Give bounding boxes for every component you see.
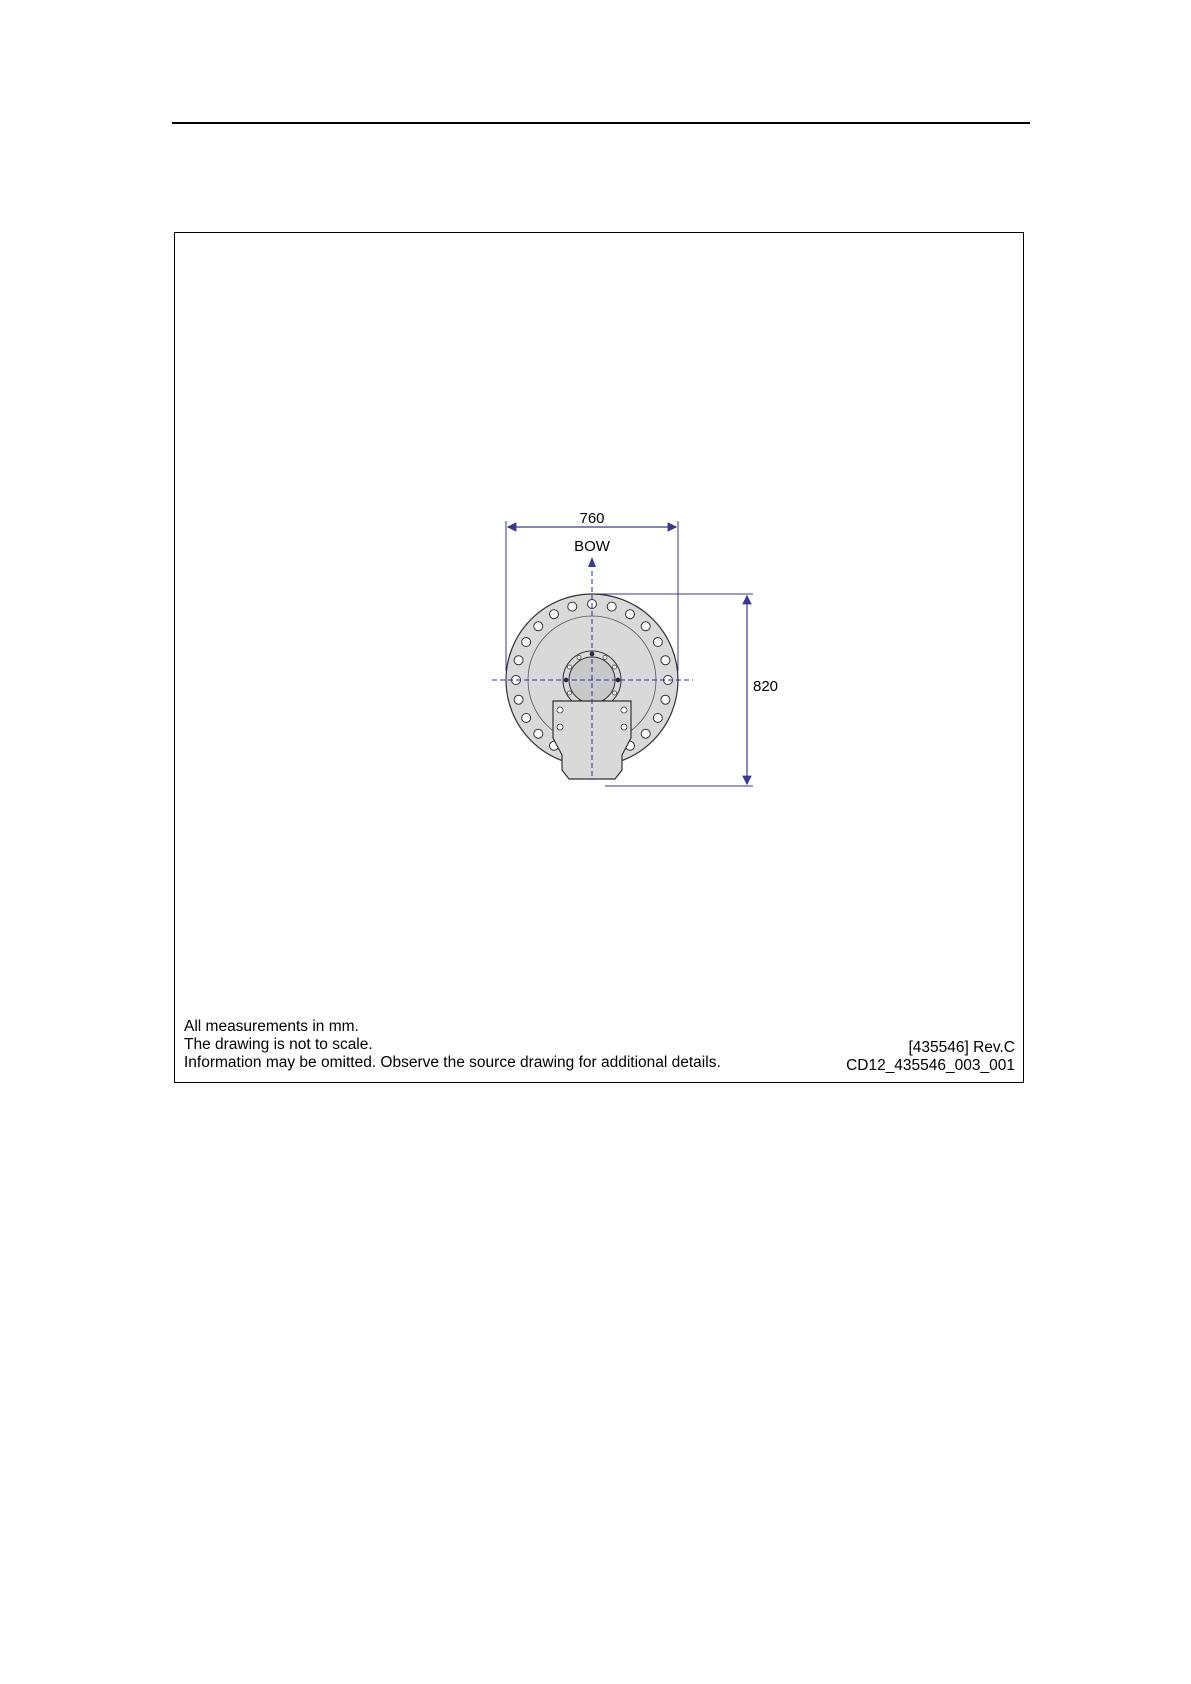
inner-bolt-hole xyxy=(568,665,572,669)
bow-arrow-icon xyxy=(588,557,596,567)
note-scale: The drawing is not to scale. xyxy=(184,1036,373,1053)
bolt-hole xyxy=(653,638,662,647)
bolt-hole xyxy=(522,714,531,723)
bolt-hole xyxy=(661,656,670,665)
bolt-hole xyxy=(534,729,543,738)
bolt-hole xyxy=(534,622,543,631)
note-omission: Information may be omitted. Observe the source drawing for additional details. xyxy=(184,1054,721,1071)
bolt-hole xyxy=(626,610,635,619)
drawing-reference xyxy=(846,1039,1015,1075)
height-dimension-label: 820 xyxy=(753,678,779,695)
bolt-hole xyxy=(568,602,577,611)
bolt-hole xyxy=(522,638,531,647)
bolt-hole xyxy=(514,656,523,665)
inner-bolt-hole xyxy=(613,691,617,695)
bolt-hole xyxy=(661,695,670,704)
inner-bolt-hole xyxy=(613,665,617,669)
bolt-hole xyxy=(550,610,559,619)
width-dimension-label: 760 xyxy=(579,510,605,527)
header-rule xyxy=(172,122,1030,124)
bolt-hole xyxy=(607,602,616,611)
drawing-id-label: CD12_435546_003_001 xyxy=(846,1057,1015,1074)
inner-bolt-hole xyxy=(603,656,607,660)
drawing-notes xyxy=(184,1018,721,1072)
inner-bolt-hole xyxy=(568,691,572,695)
drawing-frame xyxy=(174,232,1024,1083)
inner-bolt-hole xyxy=(577,656,581,660)
bolt-hole xyxy=(641,729,650,738)
note-units: All measurements in mm. xyxy=(184,1018,359,1035)
mounting-drawing xyxy=(175,233,1025,1084)
bolt-hole xyxy=(653,714,662,723)
bow-direction xyxy=(574,538,611,567)
bolt-hole xyxy=(641,622,650,631)
bow-label: BOW xyxy=(574,538,610,555)
revision-label: [435546] Rev.C xyxy=(908,1039,1015,1056)
bolt-hole xyxy=(514,695,523,704)
